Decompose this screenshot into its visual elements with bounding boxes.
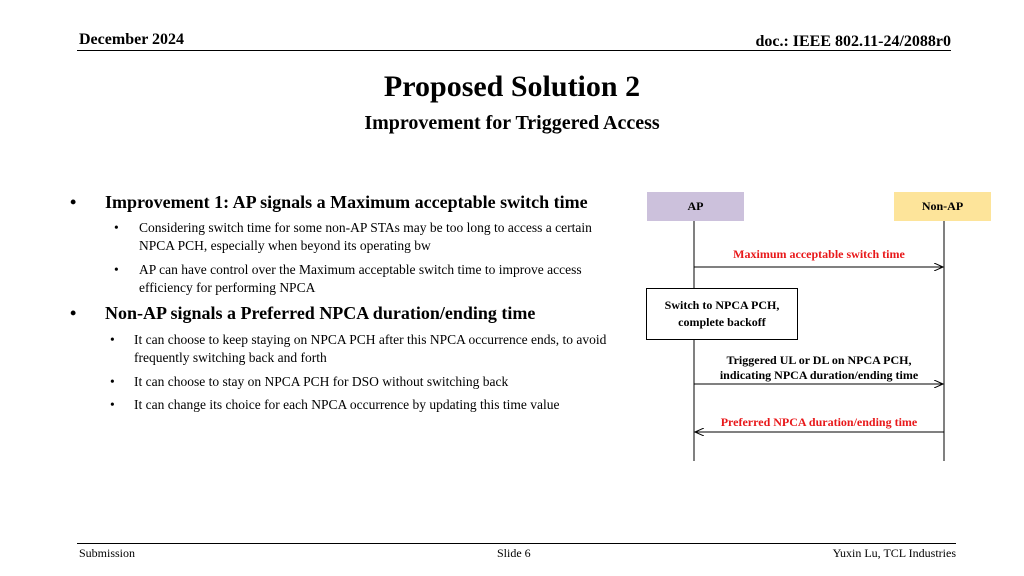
- header-doc-id: doc.: IEEE 802.11-24/2088r0: [755, 33, 951, 50]
- nonap-header: [894, 192, 991, 221]
- sub-bullet-dot-icon: •: [110, 332, 115, 347]
- sub-bullet-text: AP can have control over the Maximum acceptable switch time to improve access efficiency for performing NPCA: [139, 262, 582, 295]
- sub-bullet-text: It can choose to keep staying on NPCA PCH after this NPCA occurrence ends, to avoid frequently switching back and forth: [134, 332, 607, 365]
- bullet-text: Non-AP signals a Preferred NPCA duration/ending time: [105, 303, 536, 323]
- nonap-label: Non-AP: [921, 199, 964, 213]
- sub-bullet-dot-icon: •: [110, 397, 115, 412]
- switch-box-line1: Switch to NPCA PCH,: [664, 298, 780, 312]
- sub-bullet-dot-icon: •: [110, 374, 115, 389]
- bullet-text: Improvement 1: AP signals a Maximum acceptable switch time: [105, 192, 588, 212]
- sub-bullet-text: It can choose to stay on NPCA PCH for DSO without switching back: [134, 374, 509, 389]
- sub-bullet-dot-icon: •: [114, 262, 119, 277]
- ap-label: AP: [687, 199, 704, 213]
- switch-box-line2: complete backoff: [678, 315, 766, 329]
- slide-subtitle: Improvement for Triggered Access: [364, 112, 660, 134]
- bullet-dot-icon: •: [70, 192, 77, 212]
- footer-slide-number: Slide 6: [497, 546, 531, 560]
- sub-bullet-dot-icon: •: [114, 220, 119, 235]
- slide-title: Proposed Solution 2: [383, 70, 641, 103]
- header-date: December 2024: [79, 31, 184, 48]
- msg-max-switch-time-label: Maximum acceptable switch time: [733, 247, 905, 261]
- msg-triggered-label: [694, 353, 944, 383]
- footer-author: Yuxin Lu, TCL Industries: [832, 546, 956, 560]
- msg-preferred-duration-label: Preferred NPCA duration/ending time: [720, 415, 918, 429]
- footer-submission: Submission: [79, 546, 136, 560]
- switch-npca-box: [646, 288, 798, 340]
- msg-triggered-line1: Triggered UL or DL on NPCA PCH,: [726, 353, 912, 367]
- ap-header: [647, 192, 744, 221]
- bullet-dot-icon: •: [70, 303, 77, 323]
- sub-bullet-text: Considering switch time for some non-AP STAs may be too long to access a certain NPCA PCH, especially when beyond its operating bw: [139, 220, 592, 253]
- msg-triggered-line2: indicating NPCA duration/ending time: [719, 368, 919, 382]
- footer-divider: [77, 543, 956, 544]
- sub-bullet-text: It can change its choice for each NPCA occurrence by updating this time value: [134, 397, 560, 412]
